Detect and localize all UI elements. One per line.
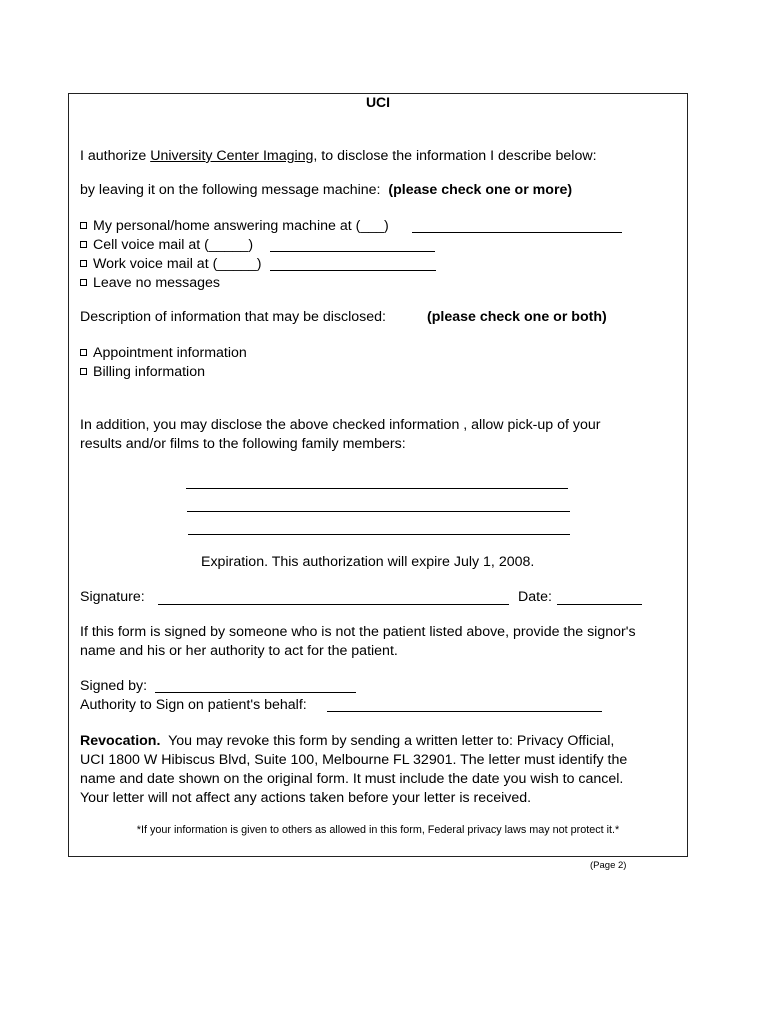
family-member-blank-3[interactable] (188, 534, 570, 535)
family-member-blank-1[interactable] (186, 488, 568, 489)
option-appointment-info[interactable] (80, 344, 247, 362)
cell-phone-blank[interactable] (270, 251, 435, 252)
billing-info-checkbox[interactable] (80, 368, 87, 375)
expiration-statement: Expiration. This authorization will expire July 1, 2008. (201, 554, 535, 570)
authorized-entity: University Center Imaging (150, 148, 314, 164)
appointment-info-label: Appointment information (93, 345, 247, 361)
revocation-line-4: Your letter will not affect any actions taken before your letter is received. (80, 790, 532, 806)
revocation-text-1: You may revoke this form by sending a written letter to: Privacy Official, (168, 733, 615, 749)
message-machine-statement (80, 181, 572, 199)
page-number: (Page 2) (590, 860, 627, 871)
description-text: Description of information that may be disclosed: (80, 309, 386, 325)
revocation-line-2: UCI 1800 W Hibiscus Blvd, Suite 100, Melbourne FL 32901. The letter must identify the (80, 752, 628, 768)
revocation-line-3: name and date shown on the original form. It must include the date you wish to cancel. (80, 771, 624, 787)
appointment-info-checkbox[interactable] (80, 349, 87, 356)
home-machine-label: My personal/home answering machine at (___) (93, 218, 389, 234)
addition-line-1: In addition, you may disclose the above checked information , allow pick-up of your (80, 417, 601, 433)
message-machine-text: by leaving it on the following message machine: (80, 182, 381, 198)
signed-by-blank[interactable] (155, 692, 356, 693)
signor-note-line-1: If this form is signed by someone who is not the patient listed above, provide the signor's (80, 624, 636, 640)
work-phone-blank[interactable] (270, 270, 436, 271)
home-phone-blank[interactable] (412, 232, 622, 233)
option-work-voicemail[interactable] (80, 255, 261, 273)
authorize-statement (80, 147, 597, 165)
cell-voicemail-checkbox[interactable] (80, 241, 87, 248)
addition-line-2: results and/or films to the following family members: (80, 436, 406, 452)
revocation-heading: Revocation. (80, 733, 161, 749)
revocation-line-1 (80, 732, 614, 750)
no-messages-label: Leave no messages (93, 275, 220, 291)
signor-note-line-2: name and his or her authority to act for the patient. (80, 643, 398, 659)
authority-blank[interactable] (327, 711, 602, 712)
signature-blank[interactable] (158, 604, 509, 605)
privacy-note: *If your information is given to others as allowed in this form, Federal privacy laws may not protect it.* (136, 824, 620, 836)
work-voicemail-label: Work voice mail at (_____) (93, 256, 262, 272)
home-machine-checkbox[interactable] (80, 222, 87, 229)
family-member-blank-2[interactable] (187, 511, 570, 512)
option-billing-info[interactable] (80, 363, 205, 381)
authorize-prefix: I authorize (80, 148, 151, 164)
signed-by-label: Signed by: (80, 678, 148, 694)
billing-info-label: Billing information (93, 364, 205, 380)
authority-label: Authority to Sign on patient's behalf: (80, 697, 307, 713)
work-voicemail-checkbox[interactable] (80, 260, 87, 267)
cell-voicemail-label: Cell voice mail at (_____) (93, 237, 254, 253)
option-cell-voicemail[interactable] (80, 236, 253, 254)
authorize-suffix: , to disclose the information I describe below: (313, 148, 597, 164)
message-machine-instruction: (please check one or more) (388, 182, 573, 198)
description-instruction: (please check one or both) (427, 309, 607, 325)
option-no-messages[interactable] (80, 274, 220, 292)
no-messages-checkbox[interactable] (80, 279, 87, 286)
option-home-machine[interactable] (80, 217, 389, 235)
date-blank[interactable] (557, 604, 642, 605)
date-label: Date: (518, 589, 552, 605)
form-title: UCI (365, 94, 391, 110)
signature-label: Signature: (80, 589, 145, 605)
